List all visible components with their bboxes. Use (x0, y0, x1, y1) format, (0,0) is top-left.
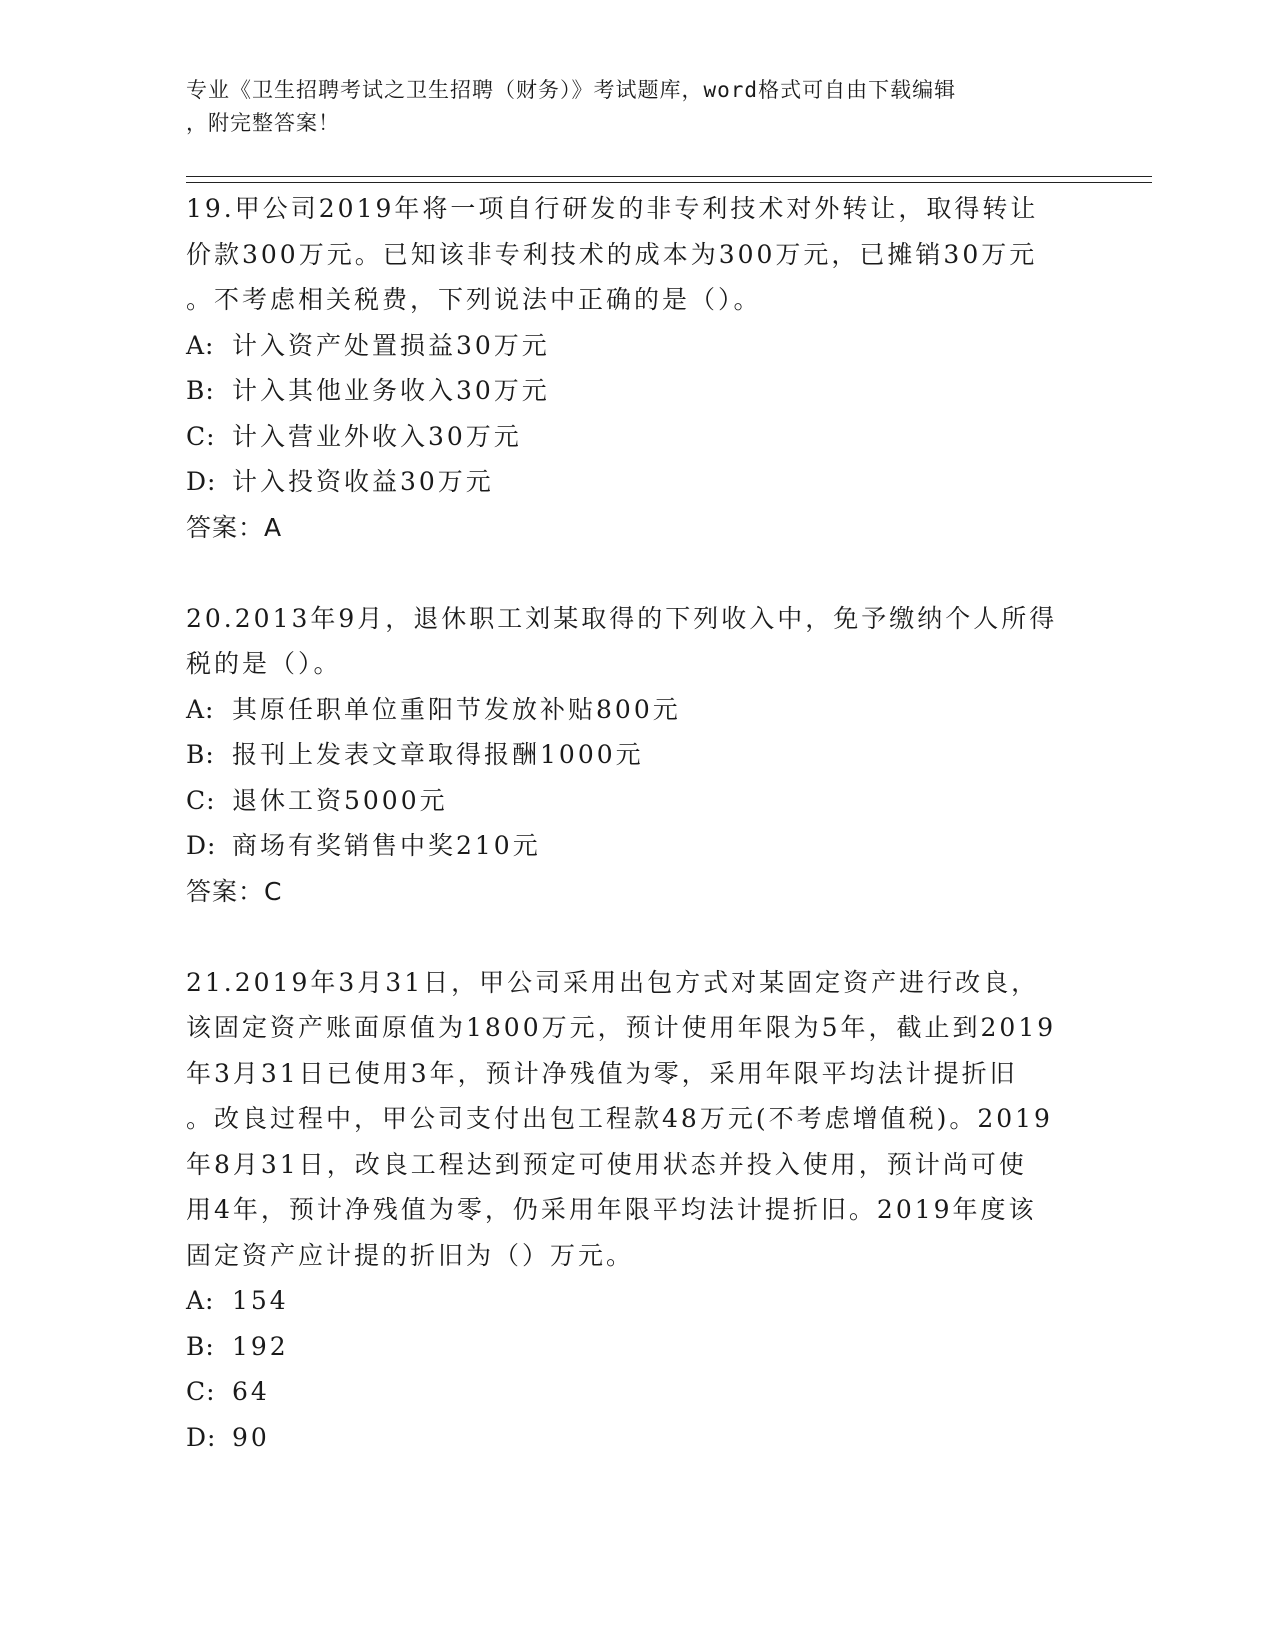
option-letter: A: (186, 694, 215, 724)
answer-line: 答案：C (186, 876, 283, 906)
option-letter: B: (186, 376, 215, 405)
question-stem-line: 年8月31日，改良工程达到预定可使用状态并投入使用，预计尚可使 (186, 1149, 1027, 1179)
option-text: 计入投资收益30万元 (232, 467, 494, 496)
option-letter: D: (186, 1422, 217, 1452)
option-letter: A: (186, 330, 215, 360)
option-letter: B: (186, 740, 215, 769)
question-stem-line: 。改良过程中，甲公司支付出包工程款48万元(不考虑增值税)。2019 (186, 1104, 1053, 1133)
option-list (186, 687, 1086, 869)
option-c (186, 414, 1086, 460)
option-text: 192 (232, 1331, 289, 1361)
question-list (186, 186, 1086, 1460)
header-line: ，附完整答案！ (186, 111, 340, 135)
option-letter: D: (186, 831, 217, 860)
option-b (186, 1324, 1086, 1370)
header-line: 专业《卫生招聘考试之卫生招聘（财务）》考试题库，word格式可自由下载编辑 (186, 78, 957, 102)
option-a (186, 1278, 1086, 1324)
header-divider (186, 182, 1152, 183)
option-c (186, 1369, 1086, 1415)
question-20 (186, 596, 1086, 915)
option-list (186, 323, 1086, 505)
option-text: 商场有奖销售中奖210元 (232, 831, 541, 860)
question-stem-line: 税的是（）。 (186, 649, 342, 678)
option-c (186, 778, 1086, 824)
option-b (186, 732, 1086, 778)
question-stem-line: 。不考虑相关税费，下列说法中正确的是（）。 (186, 285, 762, 314)
question-stem-line: 该固定资产账面原值为1800万元，预计使用年限为5年，截止到2019 (186, 1013, 1057, 1042)
question-spacer (186, 914, 1086, 960)
question-stem-line: 21.2019年3月31日，甲公司采用出包方式对某固定资产进行改良， (186, 967, 1040, 997)
document-header (186, 74, 1066, 140)
question-stem-line: 用4年，预计净残值为零，仍采用年限平均法计提折旧。2019年度该 (186, 1195, 1037, 1224)
question-stem-line: 价款300万元。已知该非专利技术的成本为300万元，已摊销30万元 (186, 239, 1038, 269)
option-letter: B: (186, 1331, 215, 1361)
question-spacer (186, 550, 1086, 596)
option-b (186, 368, 1086, 414)
question-stem-line: 20.2013年9月，退休职工刘某取得的下列收入中，免予缴纳个人所得 (186, 603, 1058, 633)
option-text: 90 (232, 1422, 270, 1452)
option-d (186, 823, 1086, 869)
answer-line: 答案：A (186, 512, 283, 542)
option-letter: C: (186, 785, 216, 815)
option-text: 报刊上发表文章取得报酬1000元 (232, 740, 644, 769)
option-a (186, 687, 1086, 733)
option-a (186, 323, 1086, 369)
option-letter: C: (186, 421, 216, 451)
option-text: 64 (232, 1377, 270, 1406)
option-text: 其原任职单位重阳节发放补贴800元 (232, 694, 681, 724)
option-d (186, 1415, 1086, 1461)
question-stem-line: 19.甲公司2019年将一项自行研发的非专利技术对外转让，取得转让 (186, 194, 1039, 223)
question-stem-line: 固定资产应计提的折旧为（）万元。 (186, 1240, 635, 1270)
question-19 (186, 186, 1086, 550)
option-text: 计入资产处置损益30万元 (232, 330, 550, 360)
option-letter: D: (186, 467, 217, 496)
option-letter: C: (186, 1377, 216, 1406)
option-text: 计入其他业务收入30万元 (232, 376, 550, 405)
option-list (186, 1278, 1086, 1460)
option-text: 计入营业外收入30万元 (232, 421, 522, 451)
option-text: 退休工资5000元 (232, 785, 448, 815)
option-text: 154 (232, 1286, 289, 1315)
option-letter: A: (186, 1286, 215, 1315)
header-divider (186, 176, 1152, 177)
question-21 (186, 960, 1086, 1461)
option-d (186, 459, 1086, 505)
question-stem-line: 年3月31日已使用3年，预计净残值为零，采用年限平均法计提折旧 (186, 1058, 1018, 1088)
